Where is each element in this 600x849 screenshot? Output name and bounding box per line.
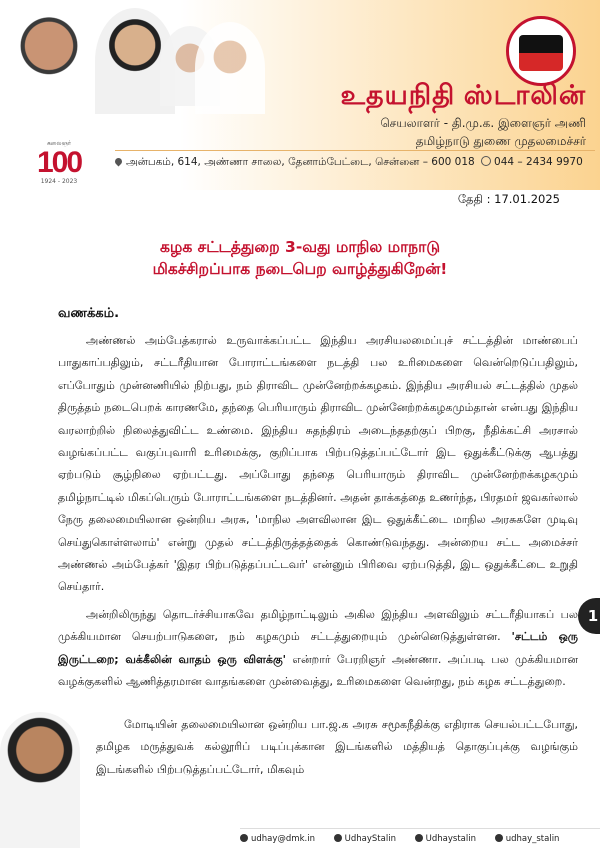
letter-date bbox=[410, 192, 560, 208]
leader-portrait-1 bbox=[8, 14, 90, 120]
centenary-logo bbox=[20, 140, 98, 185]
email-link[interactable]: udhay@dmk.in bbox=[240, 834, 323, 844]
letter-headline bbox=[60, 236, 540, 280]
author-portrait bbox=[0, 712, 80, 848]
date-separator: : bbox=[486, 192, 491, 206]
paragraph-1-text: அண்ணல் அம்பேத்கரால் உருவாக்கப்பட்ட இந்திய அரசியலமைப்புச் சட்டத்தின் மாண்பைப் பாதுகாப்பதிலும், சட்டரீதியான போராட்டங்களை நடத்தி பல உரிமைகளை வென்றெடுப்பதிலும், எப்போதும் முன்னணியில் நிற்பது, நம் திராவிட முன்னேற்றக்கழகம். இந்திய அரசியல் சட்டத்தில் முதல் திருத்தம் நடைபெறக் காரணமே, தந்தை பெரியாரும் திராவிட முன்னேற்றக்கழகமும்தான் என்பது இந்திய வரலாற்றில் நிலைத்துவிட்ட உண்மை. இந்திய சுதந்திரம் அடைந்ததற்குப் பிறகு, நீதிக்கட்சி அரசால் வழங்கப்பட்ட வகுப்புவாரி உரிமைக்கு, குறிப்பாக பிற்படுத்தப்பட்டோர் இட ஒதுக்கீட்டுக்கு ஆபத்து ஏற்படும் சூழ்நிலை ஏற்பட்டது. அப்போது தந்தை பெரியாரும் திராவிட முன்னேற்றக்கழகமும் தமிழ்நாட்டில் மிகப்பெரும் போராட்டங்களை நடத்தினர். அதன் தாக்கத்தை உணர்ந்த, பிரதமர் ஜவகர்லால் நேரு தலைமையிலான ஒன்றிய அரசு, 'மாநில அளவிலான இட ஒதுக்கீட்டை மாநில அரசுகளே முடிவு செய்துகொள்ளலாம்' என்று முதல் சட்டத்திருத்தத்தைக் கொண்டுவந்தது. அன்றைய சட்ட அமைச்சர் அண்ணல் அம்பேத்கர் 'இதர பிற்படுத்தப்பட்டவர்' என்னும் பிரிவை ஏற்படுத்தி, இட ஒதுக்கீட்டை உறுதி செய்தார். bbox=[58, 334, 578, 594]
address-bar bbox=[115, 150, 595, 173]
paragraph-2-cont: என்றார் பேரறிஞர் அண்ணா. அப்படி பல முக்கியமான வழக்குகளில் ஆணித்தரமான வாதங்களை முன்வைத்து, உரிமைகளை வென்றது, நம் கழக சட்டத்துறை. bbox=[58, 652, 579, 689]
twitter-icon bbox=[415, 834, 423, 842]
date-value: 17.01.2025 bbox=[494, 192, 560, 206]
centenary-years: 1924 - 2023 bbox=[40, 178, 78, 185]
centenary-number: 100 bbox=[36, 146, 82, 179]
centenary-caption: கலைஞர் bbox=[46, 140, 72, 147]
greeting: வணக்கம். bbox=[58, 306, 120, 321]
headline-line-1: கழக சட்டத்துறை 3-வது மாநில மாநாடு bbox=[159, 238, 441, 256]
facebook-link[interactable]: UdhayStalin bbox=[334, 834, 404, 844]
brand-name: உதயநிதி ஸ்டாலின் bbox=[340, 80, 586, 110]
facebook-icon bbox=[334, 834, 342, 842]
email-icon bbox=[240, 834, 248, 842]
twitter-link[interactable]: Udhaystalin bbox=[415, 834, 484, 844]
date-label: தேதி bbox=[457, 192, 483, 206]
social-footer bbox=[240, 828, 600, 849]
phone-number: 044 – 2434 9970 bbox=[494, 156, 583, 168]
address-text: அன்பகம், 614, அண்ணா சாலை, தேனாம்பேட்டை, சென்னை – 600 018 bbox=[126, 156, 475, 168]
instagram-link[interactable]: udhay_stalin bbox=[495, 834, 568, 844]
youth-wing-seal-icon bbox=[506, 16, 576, 86]
headline-line-2: மிகச்சிறப்பாக நடைபெற வாழ்த்துகிறேன்! bbox=[152, 260, 448, 278]
leader-portrait-4 bbox=[195, 22, 265, 114]
phone-icon bbox=[481, 156, 491, 166]
designation-line-1: செயலாளர் - தி.மு.க. இளைஞர் அணி bbox=[380, 116, 586, 130]
anna-quote: 'சட்டம் ஒரு இருட்டறை; வக்கீலின் வாதம் ஒரு விளக்கு' bbox=[58, 630, 579, 666]
instagram-icon bbox=[495, 834, 503, 842]
letterhead-header bbox=[0, 0, 600, 190]
page-number-tab: 1 bbox=[578, 598, 600, 634]
body-paragraph-1 bbox=[58, 330, 578, 599]
paragraph-2-text: அன்றிலிருந்து தொடர்ச்சியாகவே தமிழ்நாட்டிலும் அகில இந்திய அளவிலும் சட்டரீதியாகப் பல முக்கியமான செயற்பாடுகளை, நம் கழகமும் சட்டத்துறையும் முன்னெடுத்துள்ளன. bbox=[58, 608, 578, 644]
body-paragraph-3 bbox=[96, 714, 578, 781]
paragraph-3-text: மோடியின் தலைமையிலான ஒன்றிய பா.ஜ.க அரசு சமூகநீதிக்கு எதிராக செயல்பட்டபோது, தமிழக மருத்துவக் கல்லூரிப் படிப்புக்கான இடங்களில் மத்தியத் தொகுப்புக்கு வழங்கும் இடங்களில் பிற்படுத்தப்பட்டோர், மிகவும் bbox=[96, 718, 578, 776]
designation-line-2: தமிழ்நாடு துணை முதலமைச்சர் bbox=[415, 134, 586, 148]
body-paragraph-2 bbox=[58, 604, 578, 694]
location-pin-icon bbox=[114, 157, 124, 167]
